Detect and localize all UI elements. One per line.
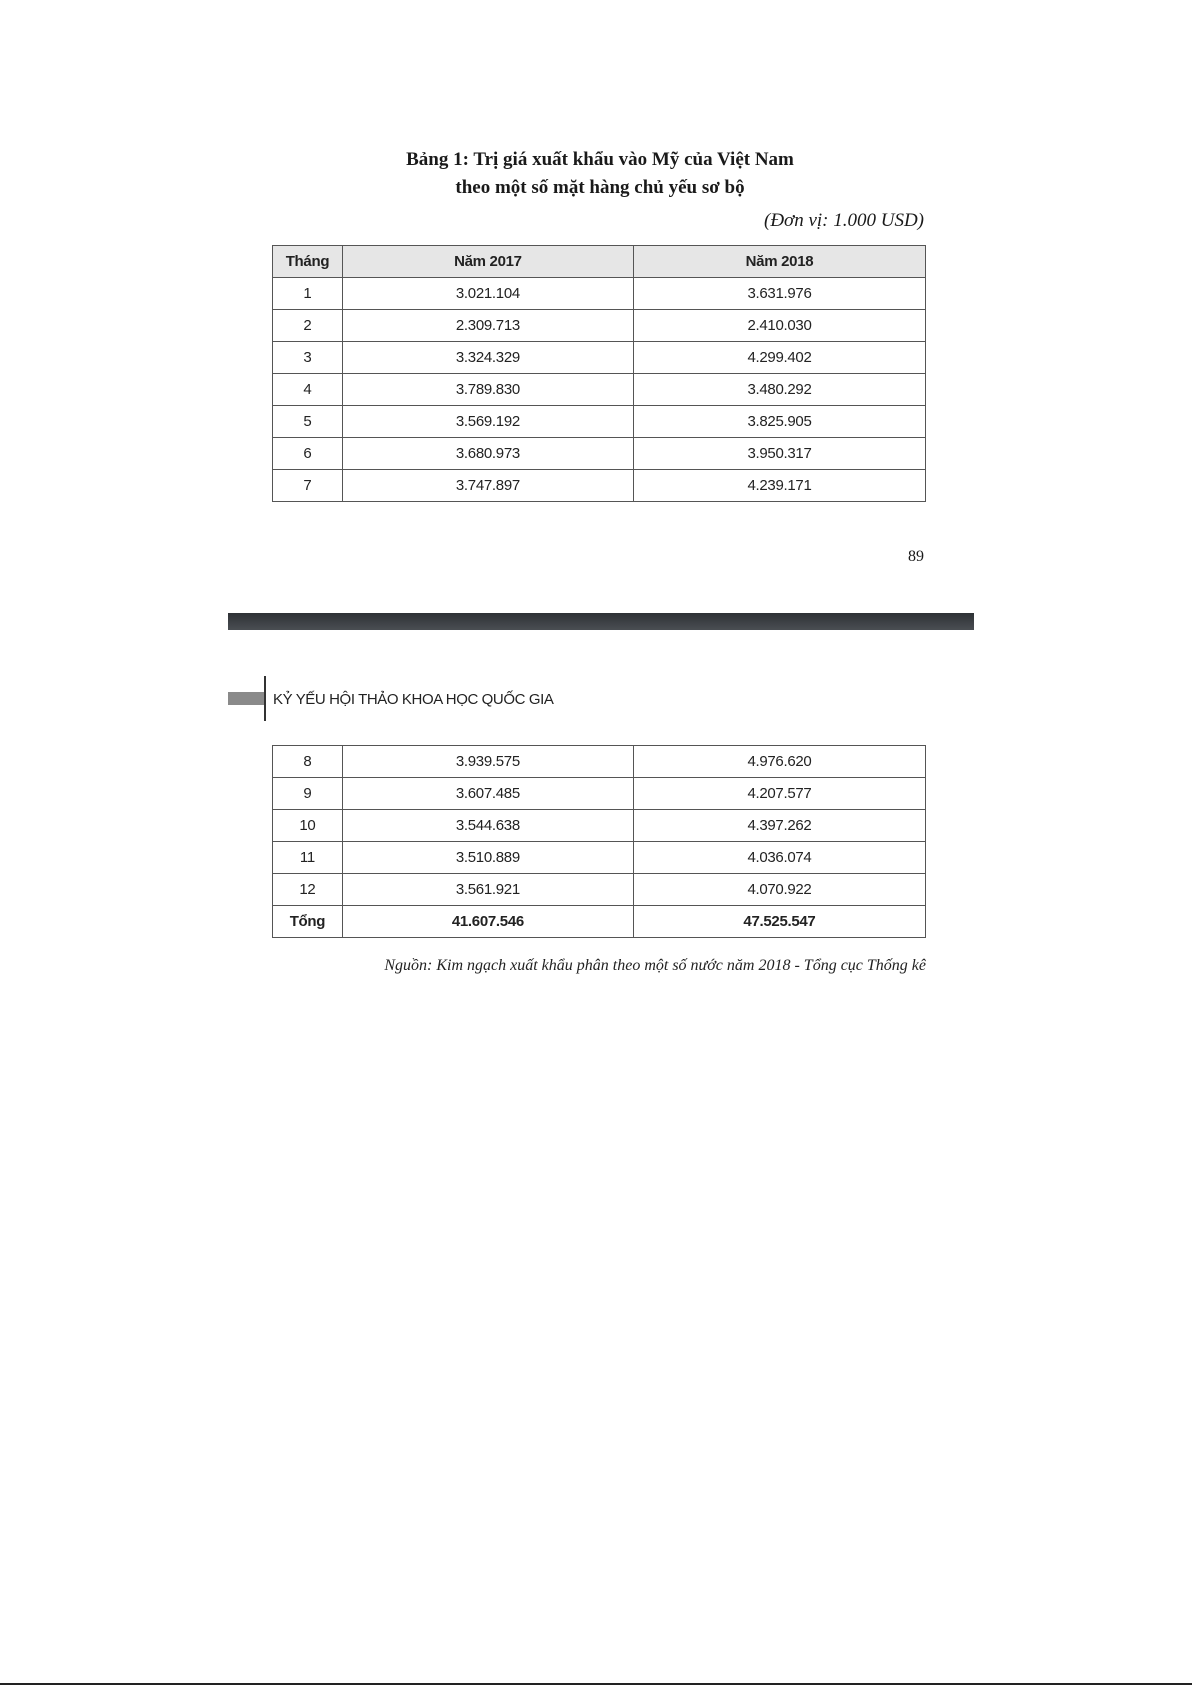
table-title-line2: theo một số mặt hàng chủ yếu sơ bộ bbox=[455, 177, 745, 198]
total-2017: 41.607.546 bbox=[342, 906, 633, 938]
running-header-divider bbox=[264, 676, 266, 721]
table-row bbox=[273, 406, 926, 438]
table-row bbox=[273, 842, 926, 874]
cell-2018: 4.976.620 bbox=[633, 746, 925, 778]
running-header-marker bbox=[228, 692, 264, 705]
data-table-part2 bbox=[272, 745, 926, 938]
table-row bbox=[273, 374, 926, 406]
header-month: Tháng bbox=[273, 246, 343, 278]
cell-2017: 3.324.329 bbox=[342, 342, 633, 374]
header-2018: Năm 2018 bbox=[633, 246, 925, 278]
cell-month: 6 bbox=[273, 438, 343, 470]
table-unit: (Đơn vị: 1.000 USD) bbox=[764, 210, 924, 231]
header-2017: Năm 2017 bbox=[342, 246, 633, 278]
cell-2017: 3.569.192 bbox=[342, 406, 633, 438]
cell-2018: 4.397.262 bbox=[633, 810, 925, 842]
table-row bbox=[273, 810, 926, 842]
cell-2018: 4.239.171 bbox=[633, 470, 925, 502]
cell-2017: 2.309.713 bbox=[342, 310, 633, 342]
page-number: 89 bbox=[908, 548, 924, 565]
cell-month: 7 bbox=[273, 470, 343, 502]
cell-2018: 4.207.577 bbox=[633, 778, 925, 810]
cell-2018: 4.036.074 bbox=[633, 842, 925, 874]
page-separator-bar bbox=[228, 613, 974, 630]
table-source: Nguồn: Kim ngạch xuất khẩu phân theo một số nước năm 2018 - Tổng cục Thống kê bbox=[384, 957, 926, 974]
data-table-part1 bbox=[272, 245, 926, 502]
table-row bbox=[273, 310, 926, 342]
cell-2017: 3.544.638 bbox=[342, 810, 633, 842]
cell-2017: 3.561.921 bbox=[342, 874, 633, 906]
table-row bbox=[273, 470, 926, 502]
table-row bbox=[273, 278, 926, 310]
cell-month: 5 bbox=[273, 406, 343, 438]
cell-2018: 3.631.976 bbox=[633, 278, 925, 310]
cell-month: 2 bbox=[273, 310, 343, 342]
cell-month: 3 bbox=[273, 342, 343, 374]
cell-2017: 3.680.973 bbox=[342, 438, 633, 470]
cell-2017: 3.510.889 bbox=[342, 842, 633, 874]
cell-2017: 3.747.897 bbox=[342, 470, 633, 502]
cell-2018: 4.299.402 bbox=[633, 342, 925, 374]
table-row bbox=[273, 746, 926, 778]
cell-month: 9 bbox=[273, 778, 343, 810]
cell-2018: 2.410.030 bbox=[633, 310, 925, 342]
table-row bbox=[273, 342, 926, 374]
cell-2018: 3.480.292 bbox=[633, 374, 925, 406]
cell-2017: 3.021.104 bbox=[342, 278, 633, 310]
cell-2017: 3.939.575 bbox=[342, 746, 633, 778]
cell-2018: 3.825.905 bbox=[633, 406, 925, 438]
table-row bbox=[273, 438, 926, 470]
running-header: KỶ YẾU HỘI THẢO KHOA HỌC QUỐC GIA bbox=[273, 691, 554, 708]
cell-month: 8 bbox=[273, 746, 343, 778]
cell-2017: 3.607.485 bbox=[342, 778, 633, 810]
cell-2018: 4.070.922 bbox=[633, 874, 925, 906]
table-total-row bbox=[273, 906, 926, 938]
cell-2018: 3.950.317 bbox=[633, 438, 925, 470]
cell-month: 11 bbox=[273, 842, 343, 874]
total-2018: 47.525.547 bbox=[633, 906, 925, 938]
cell-month: 4 bbox=[273, 374, 343, 406]
table-row bbox=[273, 778, 926, 810]
total-label: Tổng bbox=[273, 906, 343, 938]
table-title-line1: Bảng 1: Trị giá xuất khẩu vào Mỹ của Việt Nam bbox=[406, 149, 794, 170]
table-header-row bbox=[273, 246, 926, 278]
cell-month: 10 bbox=[273, 810, 343, 842]
cell-month: 12 bbox=[273, 874, 343, 906]
table-row bbox=[273, 874, 926, 906]
cell-2017: 3.789.830 bbox=[342, 374, 633, 406]
cell-month: 1 bbox=[273, 278, 343, 310]
